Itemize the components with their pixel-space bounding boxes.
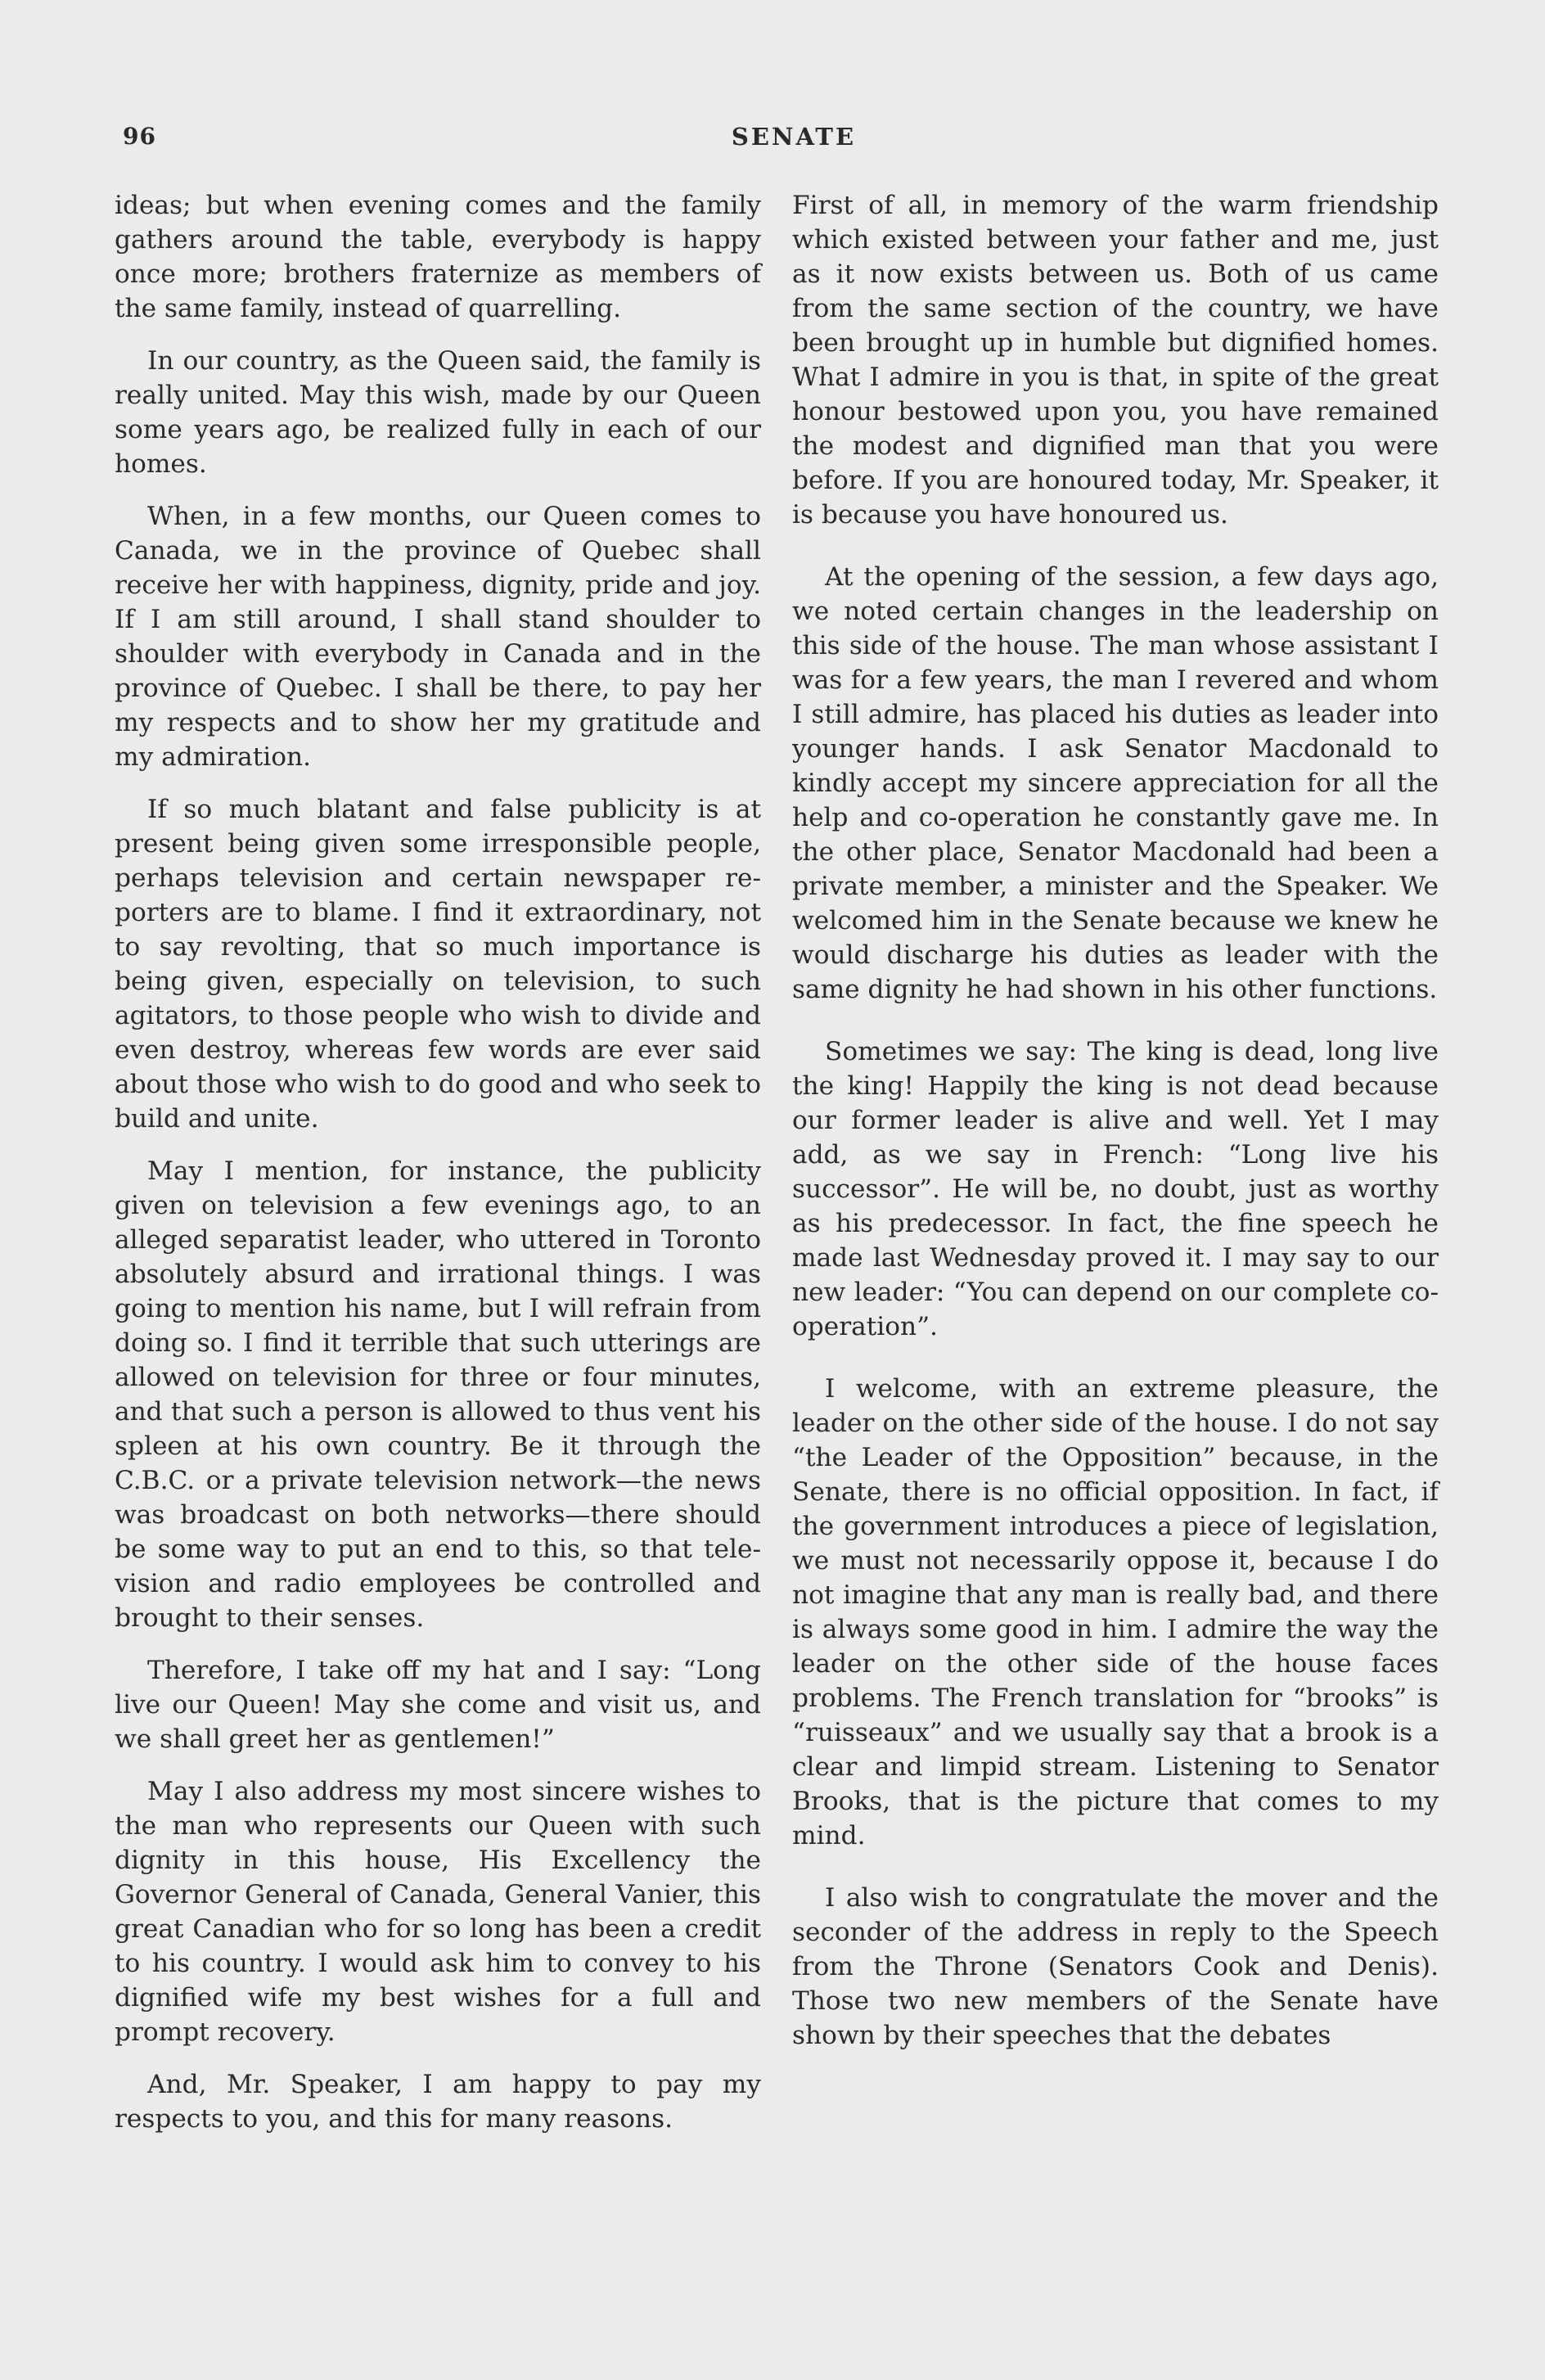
paragraph: ideas; but when evening comes and the family gathers around the table, everybody is happy once more; brothers fraternize as members of the same family, instead of quarrelling. [115,191,761,323]
left-column [115,188,761,2136]
paragraph: Therefore, I take off my hat and I say: “Long live our Queen! May she come and visit us, and we shall greet her as gentlemen!” [115,1656,761,1754]
paragraph: First of all, in memory of the warm friendship which existed between your father and me, just as it now exists between us. Both of us came from the same section of the country, we have been brought up in humble but dignified homes. What I admire in you is that, in spite of the great honour bestowed upon you, you have remained the modest and dignified man that you were before. If you are honoured today, Mr. Speaker, it is because you have honoured us. [792,191,1439,530]
paragraph: May I also address my most sincere wishes to the man who represents our Queen with such dignity in this house, His Excellency the Governor General of Canada, General Vanier, this great Canadian who for so long has been a credit to his country. I would ask him to convey to his dignified wife my best wishes for a full and prompt recovery. [115,1777,761,2047]
running-title: SENATE [731,123,857,151]
paragraph: Sometimes we say: The king is dead, long live the king! Happily the king is not dead because our former leader is alive and well. Yet I may add, as we say in French: “Long live his successor”. He will be, no doubt, just as worthy as his predecessor. In fact, the fine speech he made last Wednesday proved it. I may say to our new leader: “You can depend on our complete co-operation”. [792,1037,1439,1341]
paragraph: I also wish to congratulate the mover and the seconder of the address in reply to the Speech from the Throne (Senators Cook and Denis). Those two new members of the Senate have shown by their speeches that the debates [792,1883,1439,2050]
page-number: 96 [123,123,156,150]
page-header [123,123,1465,164]
paragraph: I welcome, with an extreme pleasure, the leader on the other side of the house. I do not say “the Leader of the Opposition” because, in the Senate, there is no official opposition. In fact, if the government introduces a piece of legislation, we must not necessarily oppose it, because I do not imagine that any man is really bad, and there is always some good in him. I admire the way the leader on the other side of the house faces problems. The French translation for “brooks” is “ruisseaux” and we usually say that a brook is a clear and limpid stream. Listening to Senator Brooks, that is the picture that comes to my mind. [792,1374,1439,1850]
right-column [792,188,1439,2053]
paragraph: In our country, as the Queen said, the family is really united. May this wish, made by our Queen some years ago, be realized fully in each of our homes. [115,346,761,479]
paragraph: When, in a few months, our Queen comes to Canada, we in the province of Quebec shall receive her with happiness, dignity, pride and joy. If I am still around, I shall stand shoulder to shoulder with everybody in Canada and in the province of Quebec. I shall be there, to pay her my respects and to show her my gratitude and my admiration. [115,502,761,772]
paragraph: And, Mr. Speaker, I am happy to pay my respects to you, and this for many reasons. [115,2070,761,2134]
paragraph: At the opening of the session, a few days ago, we noted certain changes in the leadership on this side of the house. The man whose assistant I was for a few years, the man I revered and whom I still admire, has placed his duties as leader into younger hands. I ask Senator Macdonald to kindly accept my sincere appreciation for all the help and co-operation he constantly gave me. In the other place, Senator Macdonald had been a private member, a minister and the Speaker. We welcomed him in the Senate because we knew he would discharge his duties as leader with the same dignity he had shown in his other functions. [792,562,1439,1004]
paragraph: If so much blatant and false publicity is at present being given some irresponsible people, perhaps television and certain newspaper reporters are to blame. I find it extraordinary, not to say revolting, that so much importance is being given, especially on television, to such agitators, to those people who wish to divide and even destroy, whereas few words are ever said about those who wish to do good and who seek to build and unite. [115,795,761,1134]
paragraph: May I mention, for instance, the publicity given on television a few evenings ago, to an alleged separatist leader, who uttered in Toronto absolutely absurd and irrational things. I was going to mention his name, but I will refrain from doing so. I find it terrible that such utterings are allowed on television for three or four minutes, and that such a person is allowed to thus vent his spleen at his own country. Be it through the C.B.C. or a private television network—the news was broadcast on both networks—there should be some way to put an end to this, so that television and radio employees be controlled and brought to their senses. [115,1156,761,1633]
